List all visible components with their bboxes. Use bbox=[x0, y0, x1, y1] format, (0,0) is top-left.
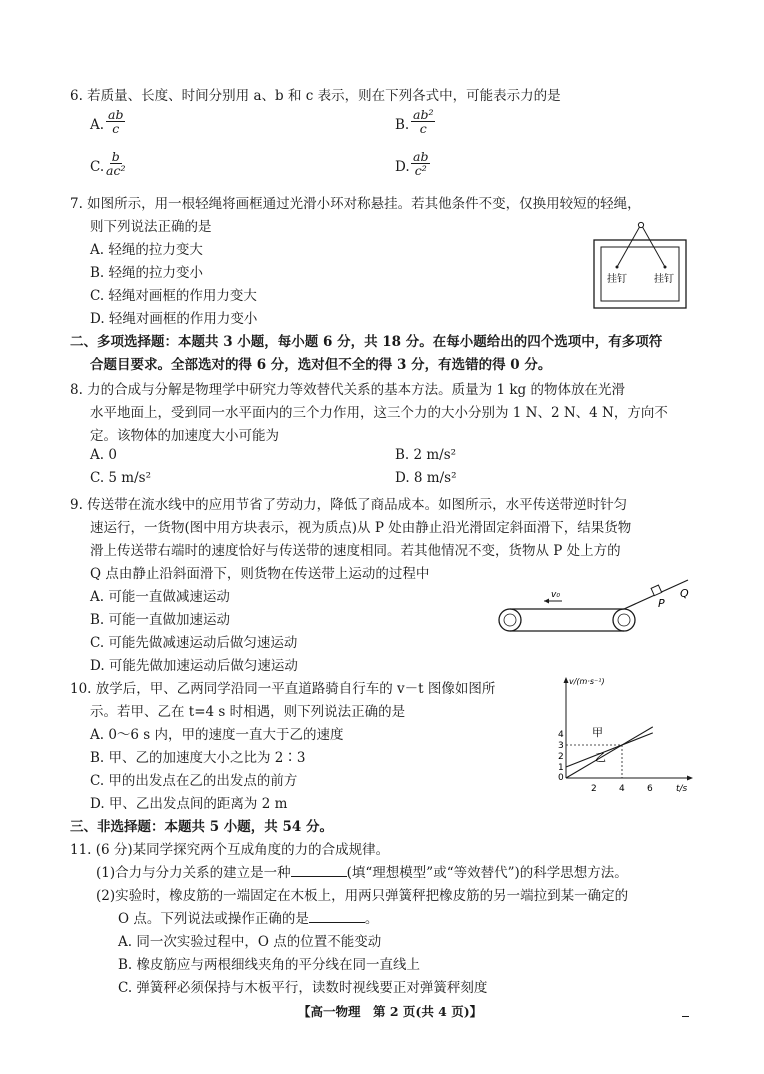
right-roller bbox=[613, 609, 635, 631]
page-footer: 【高一物理 第 2 页(共 4 页)】 bbox=[298, 1004, 483, 1019]
q6-d-num: ab bbox=[413, 149, 429, 164]
q6-b-den: c bbox=[419, 121, 427, 136]
q10-stem-line2: 示。若甲、乙在 t=4 s 时相遇，则下列说法正确的是 bbox=[90, 704, 406, 720]
q6-option-b-letter: B. bbox=[395, 117, 410, 133]
y-axis-label: v/(m·s⁻¹) bbox=[569, 677, 605, 686]
q6-d-den: c² bbox=[414, 163, 427, 178]
x-tick-label: 4 bbox=[619, 784, 625, 794]
q6-c-den: ac² bbox=[106, 163, 126, 178]
series-label-jia: 甲 bbox=[592, 726, 603, 739]
series-line-jia bbox=[566, 733, 653, 767]
q7-stem-line2: 则下列说法正确的是 bbox=[90, 219, 212, 235]
q8-option-b: B. 2 m/s² bbox=[395, 447, 457, 463]
nail-label-left: 挂钉 bbox=[607, 274, 627, 285]
q6-option-a-letter: A. bbox=[90, 117, 105, 133]
point-p-label: P bbox=[658, 597, 665, 610]
x-axis-label: t/s bbox=[676, 784, 688, 794]
q11-option-a: A. 同一次实验过程中，O 点的位置不能变动 bbox=[118, 934, 382, 950]
section2-line2: 合题目要求。全部选对的得 6 分，选对但不全的得 3 分，有选错的得 0 分。 bbox=[90, 357, 552, 373]
left-roller bbox=[499, 609, 521, 631]
belt-velocity-label: v₀ bbox=[551, 590, 560, 600]
y-tick-label: 4 bbox=[558, 730, 564, 740]
q6-option-b-fraction bbox=[411, 108, 435, 135]
q8-stem-line1: 8. 力的合成与分解是物理学中研究力等效替代关系的基本方法。质量为 1 kg 的物体放在光滑 bbox=[70, 382, 625, 398]
q9-stem-line4: Q 点由静止沿斜面滑下，则货物在传送带上运动的过程中 bbox=[90, 566, 430, 582]
y-axis-arrow bbox=[564, 677, 569, 683]
q6-option-d-fraction bbox=[411, 150, 430, 177]
series-label-yi: 乙 bbox=[595, 751, 606, 764]
q8-option-a: A. 0 bbox=[90, 447, 117, 463]
q9-option-b: B. 可能一直做加速运动 bbox=[90, 612, 231, 628]
q6-stem: 6. 若质量、长度、时间分别用 a、b 和 c 表示，则在下列各式中，可能表示力的是 bbox=[70, 88, 561, 104]
y-tick-labels bbox=[558, 730, 564, 773]
q11-part2-blank[interactable] bbox=[309, 910, 365, 923]
q9-stem-line3: 滑上传送带右端时的速度恰好与传送带的速度相同。若其他情况不变，货物从 P 处上方的 bbox=[90, 543, 621, 559]
right-roller-hub bbox=[618, 614, 630, 626]
conveyor-belt-figure bbox=[490, 575, 700, 637]
q6-option-a-fraction bbox=[106, 108, 125, 135]
q8-stem-line2: 水平地面上，受到同一水平面内的三个力作用，这三个力的大小分别为 1 N、2 N、4 N，方向不 bbox=[90, 405, 668, 421]
vt-graph bbox=[550, 672, 700, 798]
q9-option-a: A. 可能一直做减速运动 bbox=[90, 589, 230, 605]
q6-option-c-letter: C. bbox=[90, 159, 105, 175]
q11-part2-line1: (2)实验时，橡皮筋的一端固定在木板上，用两只弹簧秤把橡皮筋的另一端拉到某一确定的 bbox=[96, 888, 629, 904]
q10-option-b: B. 甲、乙的加速度大小之比为 2∶3 bbox=[90, 750, 306, 766]
x-tick-labels bbox=[591, 784, 653, 794]
q11-part2-text-a: O 点。下列说法或操作正确的是 bbox=[118, 911, 309, 927]
q11-option-c: C. 弹簧秤必须保持与木板平行，读数时视线要正对弹簧秤刻度 bbox=[118, 980, 488, 996]
q6-option-d-letter: D. bbox=[395, 159, 410, 175]
q10-option-a: A. 0～6 s 内，甲的速度一直大于乙的速度 bbox=[90, 727, 344, 743]
q9-option-c: C. 可能先做减速运动后做匀速运动 bbox=[90, 635, 298, 651]
q10-option-c: C. 甲的出发点在乙的出发点的前方 bbox=[90, 773, 298, 789]
q8-option-c: C. 5 m/s² bbox=[90, 470, 152, 486]
q11-part2-line2 bbox=[118, 907, 378, 927]
q6-a-num: ab bbox=[108, 107, 124, 122]
q11-stem: 11. (6 分)某同学探究两个互成角度的力的合成规律。 bbox=[70, 842, 390, 858]
picture-frame-figure bbox=[590, 212, 690, 312]
q8-stem-line3: 定。该物体的加速度大小可能为 bbox=[90, 428, 279, 444]
x-tick-label: 6 bbox=[647, 784, 653, 794]
section3-title: 三、非选择题：本题共 5 小题，共 54 分。 bbox=[70, 819, 333, 835]
q10-stem-line1: 10. 放学后，甲、乙两同学沿同一平直道路骑自行车的 v－t 图像如图所 bbox=[70, 681, 496, 697]
q9-option-d: D. 可能先做加速运动后做匀速运动 bbox=[90, 658, 298, 674]
q7-option-c: C. 轻绳对画框的作用力变大 bbox=[90, 288, 257, 304]
nail-left bbox=[616, 266, 619, 269]
q9-stem-line2: 速运行，一货物(图中用方块表示，视为质点)从 P 处由静止沿光滑固定斜面滑下，结果货物 bbox=[90, 520, 632, 536]
x-tick-label: 2 bbox=[591, 784, 597, 794]
q11-part1-text-a: (1)合力与分力关系的建立是一种 bbox=[96, 865, 291, 881]
cargo-block bbox=[651, 585, 662, 596]
q6-option-c-fraction bbox=[104, 150, 127, 177]
q7-stem-line1: 7. 如图所示，用一根轻绳将画框通过光滑小环对称悬挂。若其他条件不变，仅换用较短的轻绳， bbox=[70, 196, 641, 212]
q6-a-den: c bbox=[112, 121, 120, 136]
q11-part2-text-b: 。 bbox=[364, 911, 379, 927]
q11-part1-blank[interactable] bbox=[291, 864, 347, 877]
x-axis-arrow bbox=[687, 776, 693, 781]
nail-label-right: 挂钉 bbox=[654, 274, 674, 285]
y-tick-label: 3 bbox=[558, 741, 564, 751]
q6-c-num: b bbox=[111, 149, 120, 164]
q7-option-b: B. 轻绳的拉力变小 bbox=[90, 265, 204, 281]
q7-option-d: D. 轻绳对画框的作用力变小 bbox=[90, 311, 258, 327]
q6-b-num: ab² bbox=[413, 107, 434, 122]
series-line-yi bbox=[566, 727, 653, 778]
y-tick-label: 1 bbox=[558, 763, 564, 773]
section2-line1: 二、多项选择题：本题共 3 小题，每小题 6 分，共 18 分。在每小题给出的四个选项中，有多项符 bbox=[70, 334, 663, 350]
q11-option-b: B. 橡皮筋应与两根细线夹角的平分线在同一直线上 bbox=[118, 957, 421, 973]
q10-option-d: D. 甲、乙出发点间的距离为 2 m bbox=[90, 796, 288, 812]
y-tick-label: 2 bbox=[558, 752, 564, 762]
point-q-label: Q bbox=[680, 587, 689, 600]
q9-stem-line1: 9. 传送带在流水线中的应用节省了劳动力，降低了商品成本。如图所示，水平传送带逆时针匀 bbox=[70, 497, 628, 513]
q7-option-a: A. 轻绳的拉力变大 bbox=[90, 242, 203, 258]
q11-part1-text-b: (填“理想模型”或“等效替代”)的科学思想方法。 bbox=[346, 865, 628, 881]
nail-right bbox=[664, 266, 667, 269]
origin-label: 0 bbox=[558, 773, 564, 783]
page-corner-mark bbox=[682, 1016, 689, 1017]
belt-velocity-arrowhead bbox=[544, 599, 549, 604]
q11-part1 bbox=[96, 861, 628, 881]
left-roller-hub bbox=[504, 614, 516, 626]
q8-option-d: D. 8 m/s² bbox=[395, 470, 457, 486]
